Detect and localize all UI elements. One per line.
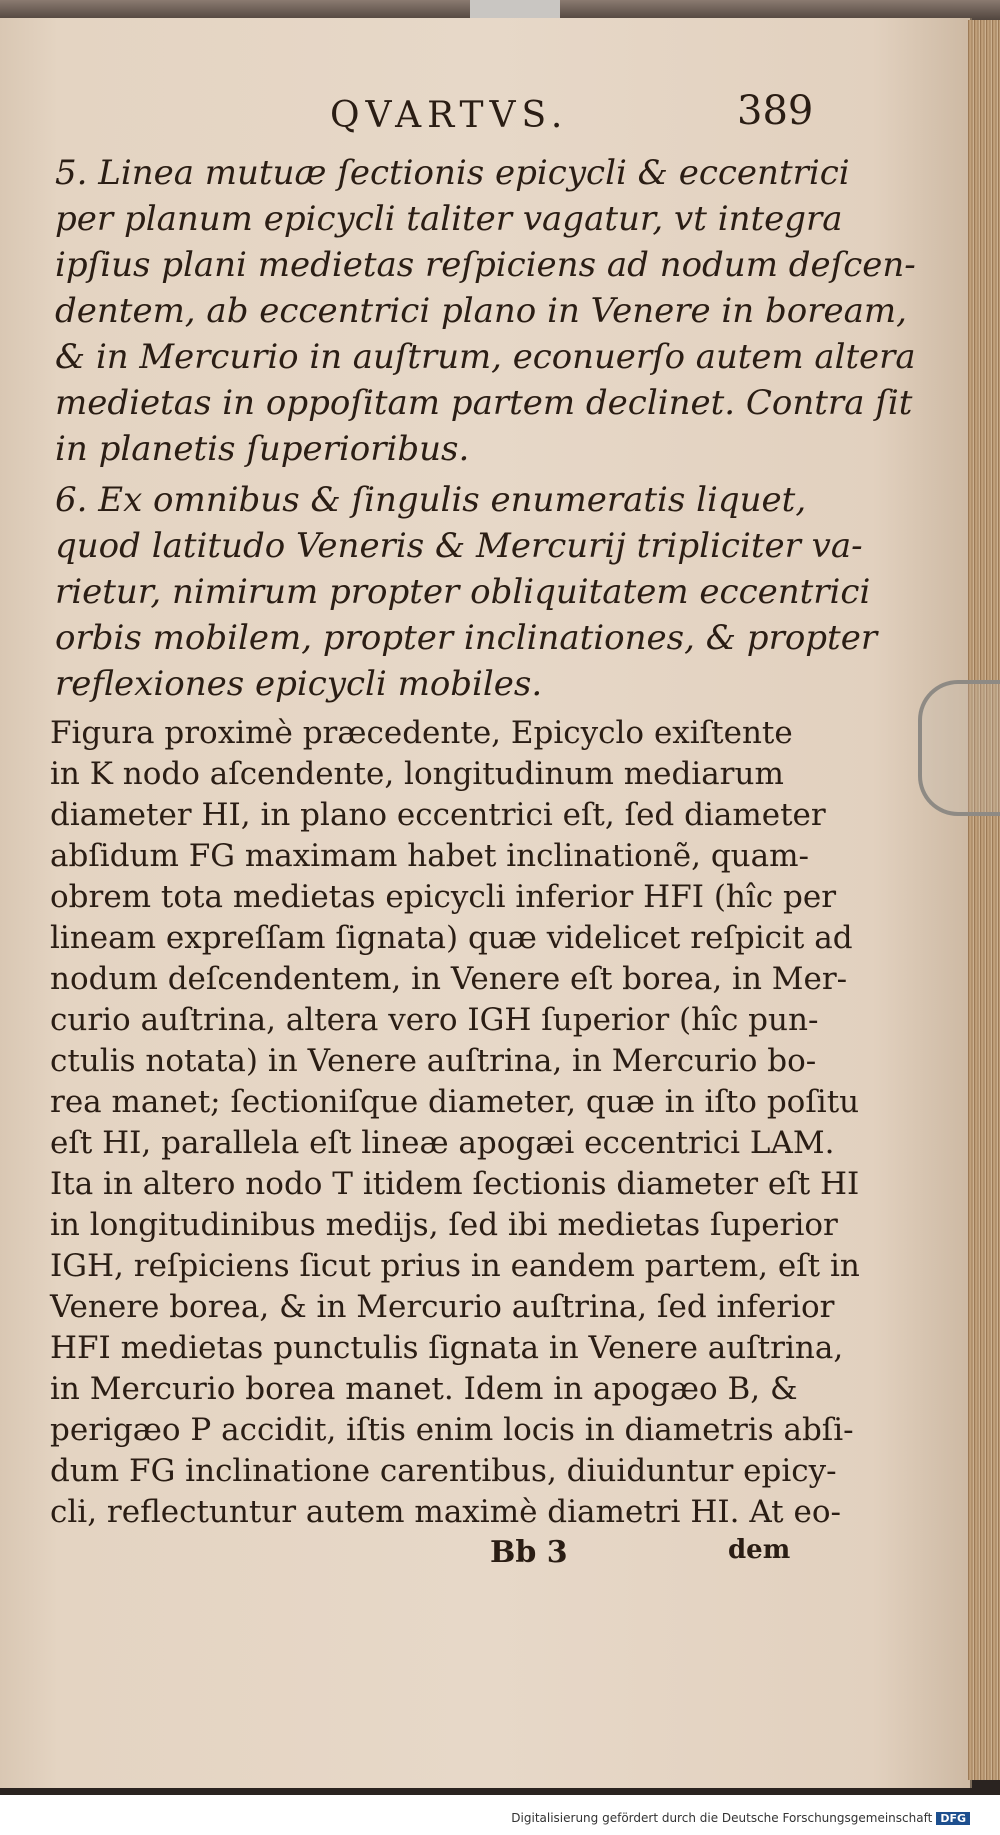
italic-line: quod latitudo Veneris & Mercurij tripliciter va- (55, 526, 863, 566)
body-line: perigæo P accidit, iſtis enim locis in diametris abſi- (50, 1412, 854, 1448)
italic-line: in planetis ſuperioribus. (55, 429, 470, 469)
body-line: eſt HI, parallela eſt lineæ apogæi eccentrici LAM. (50, 1125, 835, 1161)
body-line: in K nodo aſcendente, longitudinum mediarum (50, 756, 784, 792)
body-line: IGH, reſpiciens ſicut prius in eandem partem, eſt in (50, 1248, 860, 1284)
body-line: ctulis notata) in Venere auſtrina, in Mercurio bo- (50, 1043, 817, 1079)
italic-line: medietas in oppoſitam partem declinet. Contra ſit (55, 383, 913, 423)
body-line: lineam expreſſam ſignata) quæ videlicet reſpicit ad (50, 920, 853, 956)
body-line: obrem tota medietas epicycli inferior HFI (hîc per (50, 879, 837, 915)
italic-line: rietur, nimirum propter obliquitatem eccentrici (55, 572, 871, 612)
body-line: dum FG inclinatione carentibus, diuiduntur epicy- (50, 1453, 837, 1489)
body-line: Figura proximè præcedente, Epicyclo exiſtente (50, 715, 793, 751)
body-line: cli, reflectuntur autem maximè diametri HI. At eo- (50, 1494, 841, 1530)
italic-line: 6. Ex omnibus & ſingulis enumeratis liquet, (55, 480, 807, 520)
body-line: Ita in altero nodo T itidem ſectionis diameter eſt HI (50, 1166, 860, 1202)
page-fore-edge (968, 20, 1000, 1780)
page-number: 389 (737, 88, 814, 134)
body-line: in longitudinibus medijs, ſed ibi medietas ſuperior (50, 1207, 838, 1243)
body-line: abſidum FG maximam habet inclinationẽ, quam- (50, 838, 809, 874)
body-line: curio auſtrina, altera vero IGH ſuperior (hîc pun- (50, 1002, 819, 1038)
body-line: in Mercurio borea manet. Idem in apogæo B, & (50, 1371, 798, 1407)
catchword: dem (728, 1535, 791, 1565)
body-line: rea manet; ſectioniſque diameter, quæ in iſto poſitu (50, 1084, 860, 1120)
body-line: nodum deſcendentem, in Venere eſt borea, in Mer- (50, 961, 848, 997)
body-line: Venere borea, & in Mercurio auſtrina, ſed inferior (50, 1289, 835, 1325)
italic-line: & in Mercurio in auſtrum, econuerſo autem altera (55, 337, 916, 376)
dfg-logo: DFG (936, 1812, 970, 1825)
digitization-note (511, 1811, 970, 1825)
italic-line: reflexiones epicycli mobiles. (55, 664, 543, 704)
digitization-text: Digitalisierung gefördert durch die Deutsche Forschungsgemeinschaft (511, 1811, 933, 1825)
body-line: diameter HI, in plano eccentrici eſt, ſed diameter (50, 797, 826, 833)
body-line: HFI medietas punctulis ſignata in Venere auſtrina, (50, 1330, 844, 1366)
italic-line: 5. Linea mutuæ ſectionis epicycli & eccentrici (55, 153, 850, 193)
italic-line: per planum epicycli taliter vagatur, vt integra (55, 199, 843, 239)
italic-line: ipſius plani medietas reſpiciens ad nodum deſcen- (55, 245, 916, 285)
italic-line: dentem, ab eccentrici plano in Venere in boream, (55, 291, 907, 331)
page-clip (918, 680, 1000, 816)
italic-line: orbis mobilem, propter inclinationes, & propter (55, 618, 878, 658)
signature-mark: Bb 3 (490, 1535, 568, 1570)
running-title: QVARTVS. (330, 95, 569, 136)
